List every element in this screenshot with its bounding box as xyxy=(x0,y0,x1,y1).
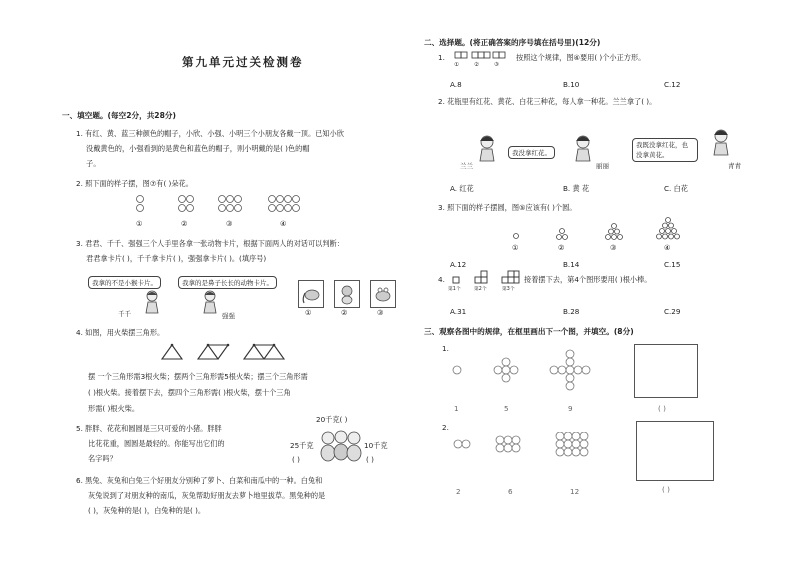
s2q3-option-a: A.12 xyxy=(450,260,467,269)
q6-line2: 灰兔说到了对朋友种的南瓜，灰兔帮助好朋友去萝卜地里拔草。黑兔种的是 xyxy=(88,491,326,500)
flower-label-4: ④ xyxy=(280,219,287,228)
s2q4-option-a: A.31 xyxy=(450,307,467,316)
name-qingqing: 青青 xyxy=(728,162,741,170)
s2q3-option-c: C.15 xyxy=(664,260,681,269)
s2q4-text: 接着摆下去，第4个图形要用( )根小棒。 xyxy=(524,275,652,284)
s3-row1-num: 1. xyxy=(442,344,449,353)
monkey-icon xyxy=(335,281,359,307)
s3-row2-value-3: 12 xyxy=(570,487,580,496)
pig-weight-top: 20千克( ) xyxy=(316,415,348,424)
stick-label-1: 第1个 xyxy=(448,287,461,292)
s2q3-option-b: B.14 xyxy=(563,260,580,269)
s3-row2-answer[interactable]: ( ) xyxy=(662,485,670,494)
q3-line1: 3. 君君、千千、强强三个人手里各拿一张动物卡片，根据下面两人的对话可以判断： xyxy=(76,239,344,248)
s2q2-text: 2. 花瓶里有红花、黄花、白花三种花，每人拿一种花。兰兰拿了( )。 xyxy=(438,97,657,106)
child-figure-qingqing xyxy=(710,128,732,156)
pig-name-right: ( ) xyxy=(366,455,374,464)
speech-bubble-qianqian: 我拿的不是小猴卡片。 xyxy=(88,276,161,289)
name-lanlan: 兰兰 xyxy=(460,162,473,170)
circle-label-1: ① xyxy=(512,243,519,252)
circle-label-4: ④ xyxy=(664,243,671,252)
s2q3-text: 3. 照下面的样子摆圆，图⑤应该有( )个圆。 xyxy=(438,203,577,212)
page-title: 第九单元过关检测卷 xyxy=(182,55,304,69)
matchstick-triangles-figure xyxy=(160,342,310,362)
name-qiangqiang: 强强 xyxy=(222,312,235,320)
q4-intro: 4. 如图，用火柴摆三角形。 xyxy=(76,328,165,337)
s2q4-option-b: B.28 xyxy=(563,307,580,316)
child-figure-qiangqiang xyxy=(200,290,220,314)
flower-label-1: ① xyxy=(136,219,143,228)
child-figure-lanlan xyxy=(476,134,498,162)
square-label-1: ① xyxy=(454,62,459,68)
q6-line1: 6. 黑兔、灰兔和白兔三个好朋友分别种了萝卜、白菜和南瓜中的一种。白兔和 xyxy=(76,476,323,485)
s2q1-num: 1. xyxy=(438,53,445,62)
circle-rectangle-pattern-figure xyxy=(440,432,630,462)
flower-label-3: ③ xyxy=(226,219,233,228)
speech-bubble-qingqing: 我既没拿红花，也没拿黄花。 xyxy=(632,138,698,162)
s3-row1-value-3: 9 xyxy=(568,404,573,413)
flower-pattern-figure xyxy=(128,193,328,215)
q5-line3: 名字吗？ xyxy=(88,454,117,463)
s2q1-option-b: B.10 xyxy=(563,80,580,89)
child-figure-lili xyxy=(572,134,594,162)
stick-label-2: 第2个 xyxy=(474,287,487,292)
q4-line3: 形需( )根火柴。 xyxy=(88,404,140,413)
s3-row1-value-2: 5 xyxy=(504,404,509,413)
child-figure-qianqian xyxy=(142,290,162,314)
card-label-3: ③ xyxy=(377,308,384,317)
section3-heading: 三、观察各图中的规律，在框里画出下一个图，并填空。(8分) xyxy=(424,327,634,336)
q1-line1: 1. 有红、黄、蓝三种颜色的帽子，小欣、小强、小明三个小朋友各戴一顶。已知小欣 xyxy=(76,129,344,138)
animal-card-frog xyxy=(370,280,396,308)
s3-row2-value-2: 6 xyxy=(508,487,513,496)
speech-bubble-qiangqiang: 我拿的是鼻子长长的动物卡片。 xyxy=(178,276,277,289)
square-label-3: ③ xyxy=(494,62,499,68)
s2q1-option-c: C.12 xyxy=(664,80,681,89)
circle-label-2: ② xyxy=(558,243,565,252)
animal-card-monkey xyxy=(334,280,360,308)
animal-card-elephant xyxy=(298,280,324,308)
s3-row2-num: 2. xyxy=(442,423,449,432)
answer-box-1[interactable] xyxy=(634,344,698,398)
section1-heading: 一、填空题。(每空2分，共28分) xyxy=(62,111,176,120)
section2-heading: 二、选择题。(将正确答案的序号填在括号里)(12分) xyxy=(424,38,601,47)
q1-line2: 没戴黄色的，小强看到的是黄色和蓝色的帽子，则小明戴的是( )色的帽 xyxy=(86,144,310,153)
q2-text: 2. 照下面的样子摆，图⑦有( )朵花。 xyxy=(76,179,193,188)
pig-name-left: ( ) xyxy=(292,455,300,464)
s3-row1-answer[interactable]: ( ) xyxy=(658,404,666,413)
s3-row1-value-1: 1 xyxy=(454,404,459,413)
q1-line3: 子。 xyxy=(86,159,101,168)
s3-row2-value-1: 2 xyxy=(456,487,461,496)
answer-box-2[interactable] xyxy=(636,421,714,481)
s2q1-text: 按照这个规律，图④要用( )个小正方形。 xyxy=(516,53,646,62)
name-lili: 丽丽 xyxy=(596,162,609,170)
q4-line2: ( )根火柴。接着摆下去，摆四个三角形需( )根火柴，摆十个三角 xyxy=(88,388,291,397)
q3-line2: 君君拿卡片( )，千千拿卡片( )，强强拿卡片( )。(填序号) xyxy=(86,254,267,263)
square-label-2: ② xyxy=(474,62,479,68)
stick-label-3: 第3个 xyxy=(502,287,515,292)
s2q4-option-c: C.29 xyxy=(664,307,681,316)
circle-triangle-pattern-figure xyxy=(504,216,684,242)
s2q2-option-b: B. 黄 花 xyxy=(563,184,590,193)
q6-line3: ( )，灰兔种的是( )，白兔种的是( )。 xyxy=(88,506,206,515)
flower-label-2: ② xyxy=(181,219,188,228)
pig-weight-left: 25千克 xyxy=(290,441,314,450)
speech-bubble-lanlan: 我没拿红花。 xyxy=(508,146,555,159)
name-qianqian: 千千 xyxy=(118,310,131,318)
s2q4-num: 4. xyxy=(438,275,445,284)
circle-label-3: ③ xyxy=(610,243,617,252)
elephant-icon xyxy=(299,281,323,307)
card-label-2: ② xyxy=(341,308,348,317)
s2q2-option-a: A. 红花 xyxy=(450,184,474,193)
three-pigs-illustration xyxy=(318,428,364,464)
s2q1-option-a: A.8 xyxy=(450,80,462,89)
q5-line1: 5. 胖胖、花花和圆圆是三只可爱的小猪。胖胖 xyxy=(76,424,222,433)
q4-line1: 摆 一个三角形需3根火柴；摆两个三角形需5根火柴；摆三个三角形需 xyxy=(88,372,308,381)
circle-cross-pattern-figure xyxy=(440,346,620,394)
s2q2-option-c: C. 白花 xyxy=(664,184,688,193)
pig-weight-right: 10千克 xyxy=(364,441,388,450)
q5-line2: 比花花重，圆圆是最轻的。你能写出它们的 xyxy=(88,439,225,448)
card-label-1: ① xyxy=(305,308,312,317)
frog-icon xyxy=(371,281,395,307)
